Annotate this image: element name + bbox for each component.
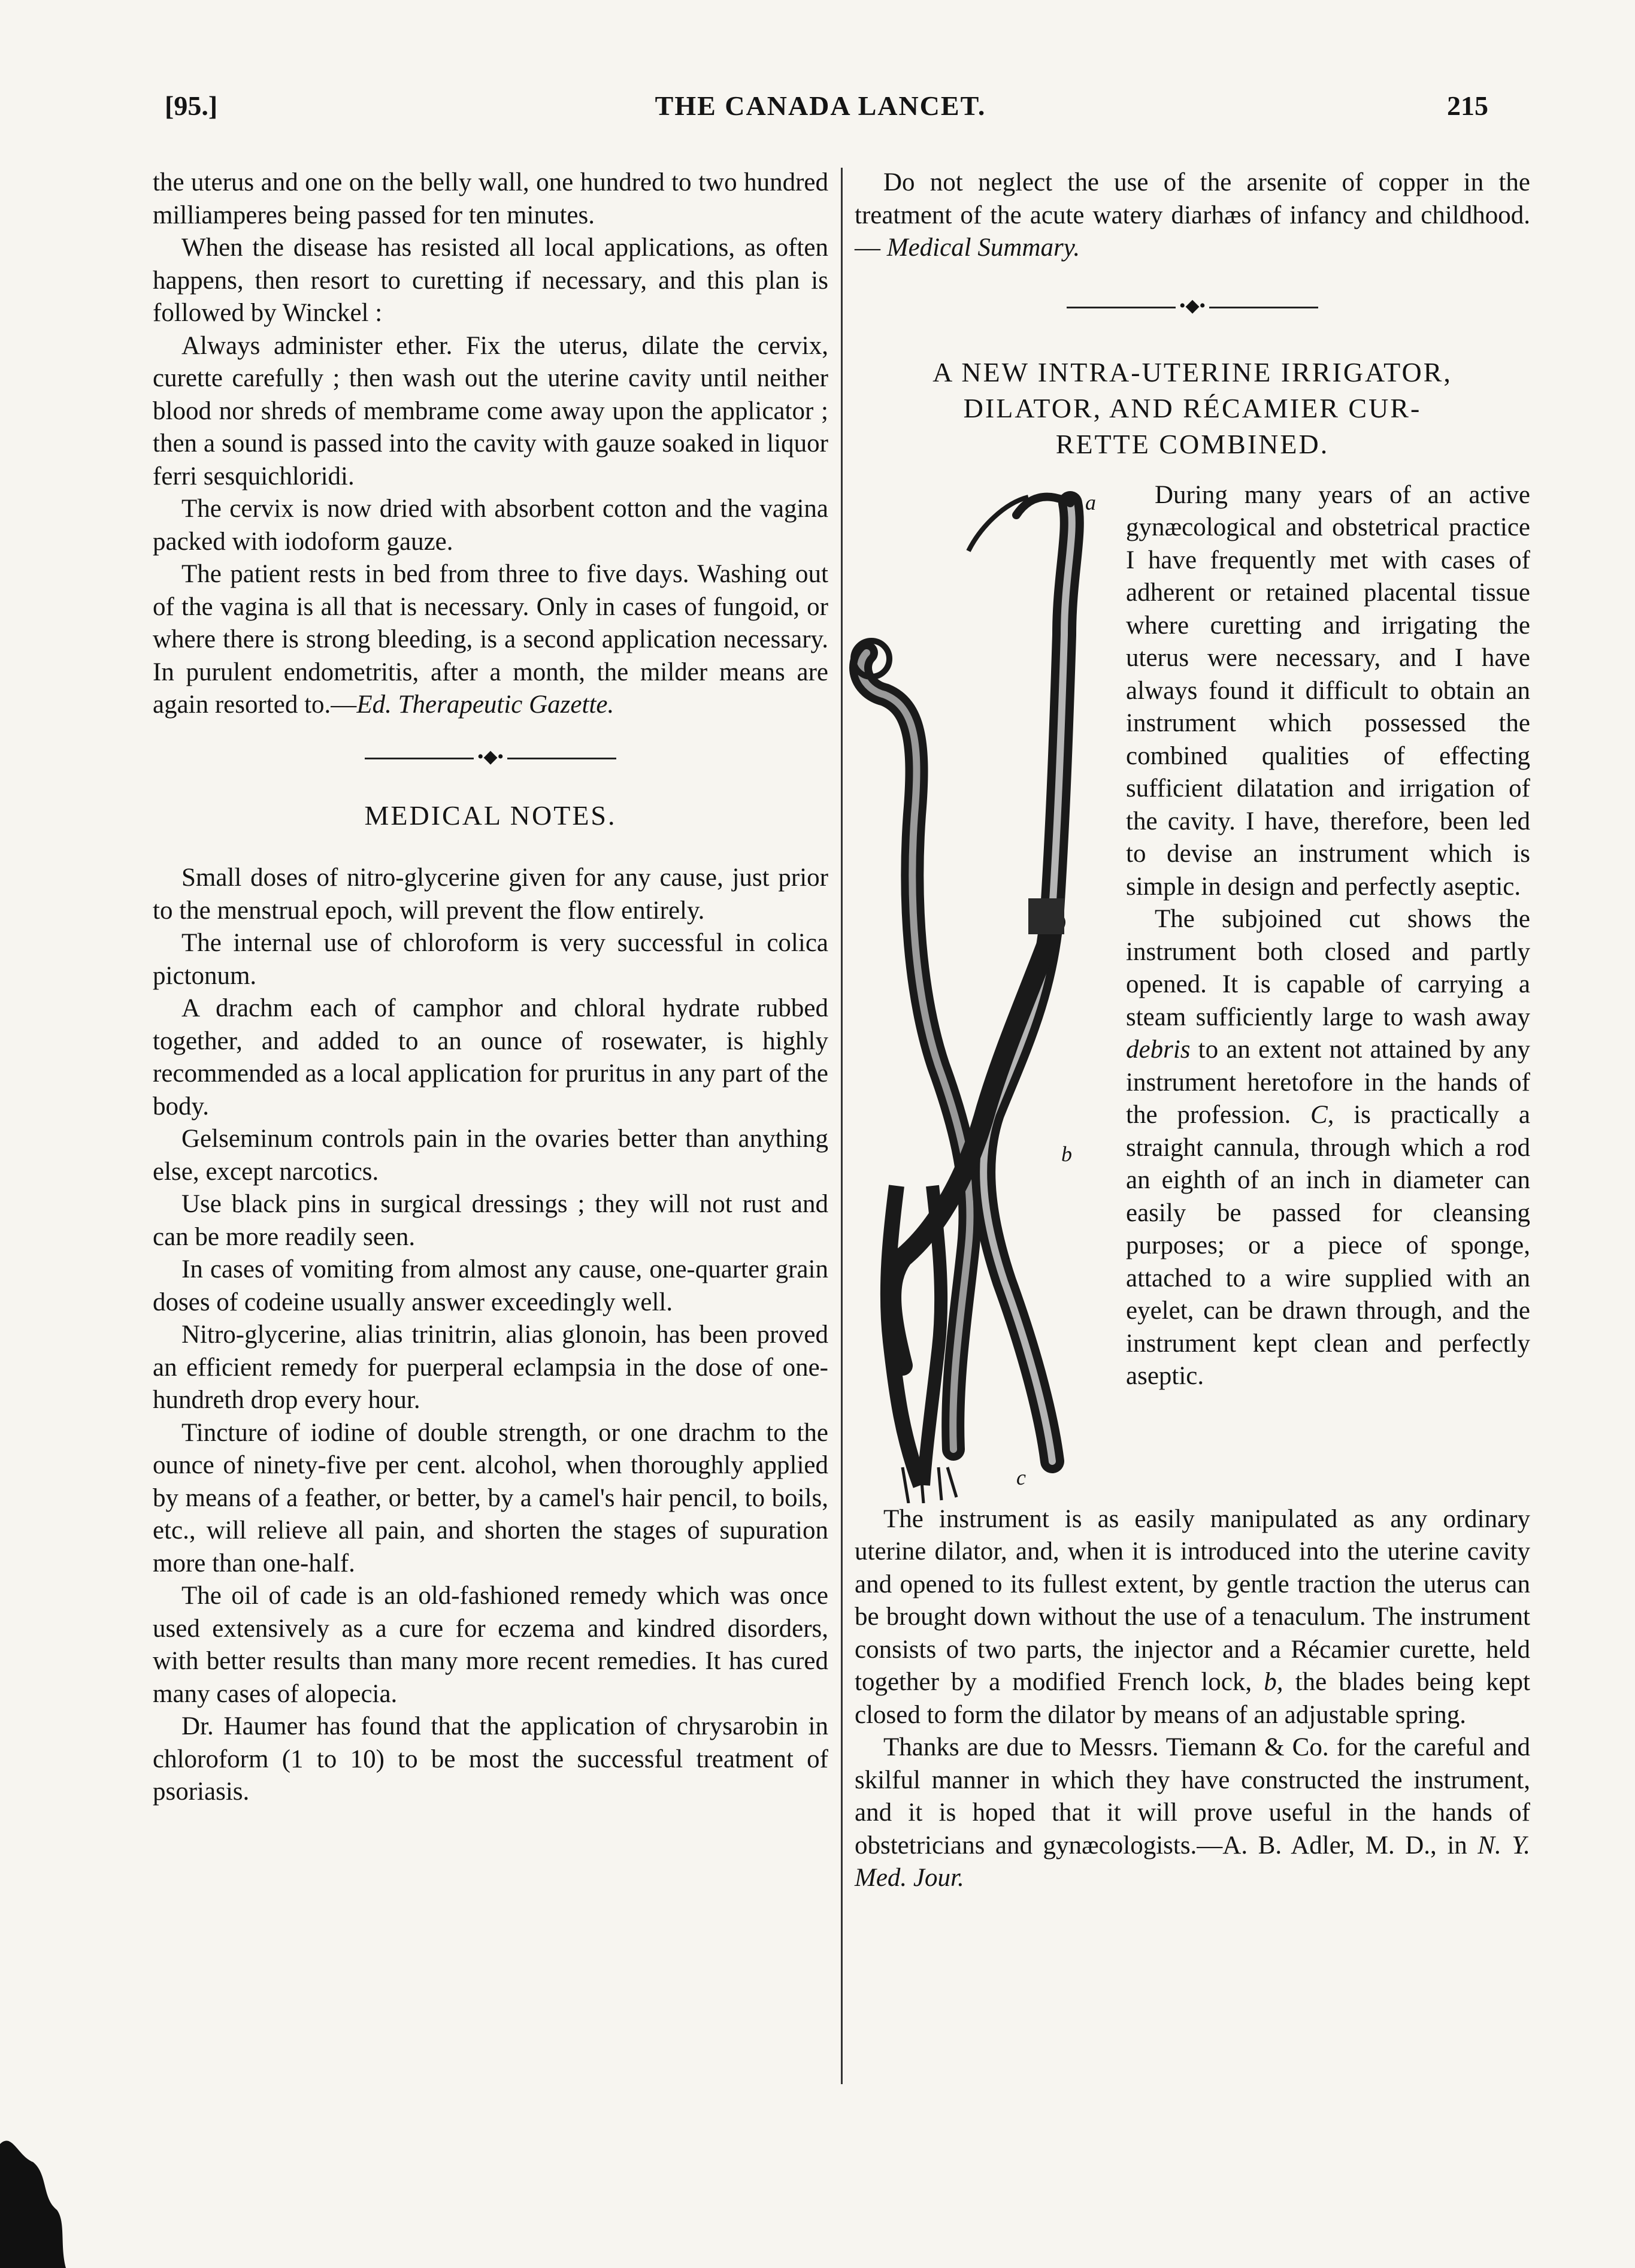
section-separator xyxy=(855,265,1530,355)
source-citation: N. Y. Med. Jour. xyxy=(855,1831,1530,1892)
article-title-line: DILATOR, AND RÉCAMIER CUR- xyxy=(963,392,1422,423)
instrument-illustration xyxy=(849,479,1121,1503)
figure-label-b: b xyxy=(1061,1141,1072,1166)
paragraph-text: to an extent not attained by any instrument heretofore in the hands of the profession. xyxy=(1126,1035,1530,1129)
paragraph-text: Thanks are due to Messrs. Tiemann & Co. for the careful and skilful manner in which they have constructed the instrument, and it is hoped that it will prove useful in the hands of obstetricians and gynæcologists.—A. B. Adler, M. D., in xyxy=(855,1733,1530,1860)
paragraph-text: The instrument is as easily manipulated as any ordinary uterine dilator, and, when it is introduced into the uterine cavity and opened to its fullest extent, by gentle traction the uterus can be brought down without the use of a tenaculum. The instrument consists of two parts, the injector and a Récamier curette, held together by a modified French lock, xyxy=(855,1504,1530,1696)
running-header xyxy=(153,90,1488,138)
issue-number: [95.] xyxy=(165,90,218,121)
paragraph xyxy=(855,166,1530,265)
note: Use black pins in surgical dressings ; they will not rust and can be more readily seen. xyxy=(153,1190,828,1251)
article-title-line: A NEW INTRA-UTERINE IRRIGATOR, xyxy=(932,356,1452,387)
note: The oil of cade is an old-fashioned remedy which was once used extensively as a cure for eczema and kindred disorders, with better results than many more recent remedies. It has cured many cases of alopecia. xyxy=(153,1582,828,1708)
article-paragraph xyxy=(855,1731,1530,1895)
instrument-figure xyxy=(849,479,1121,1503)
figure-label-a: a xyxy=(1085,490,1096,514)
paragraph-text: the blades being kept closed to form the dilator by means of an adjustable spring. xyxy=(855,1668,1531,1729)
column-divider xyxy=(841,168,843,2084)
journal-title: THE CANADA LANCET. xyxy=(655,90,986,121)
source-citation: Medical Summary. xyxy=(886,234,1080,262)
right-column xyxy=(855,166,1530,1895)
paragraph-text: The patient rests in bed from three to five days. Washing out of the vagina is all that is necessary. Only in cases of fungoid, or where there is strong bleeding, is a second application necessary. In purulent endometritis, after a month, the milder means are again resorted to.— xyxy=(153,560,828,719)
note: A drachm each of camphor and chloral hydrate rubbed together, and added to an ounce of rosewater, is highly recommended as a local application for pruritus in any part of the body. xyxy=(153,994,828,1121)
article-title-line: RETTE COMBINED. xyxy=(1055,428,1330,459)
paragraph-text: The subjoined cut shows the instrument both closed and partly opened. It is capable of carrying a steam sufficiently large to wash away xyxy=(1126,905,1530,1031)
section-title: MEDICAL NOTES. xyxy=(364,800,617,831)
source-citation: Ed. Therapeutic Gazette. xyxy=(356,691,614,719)
article-title xyxy=(855,355,1530,462)
paragraph: the uterus and one on the belly wall, one hundred to two hundred milliamperes being passed for ten minutes. xyxy=(153,168,828,229)
italic-term: b, xyxy=(1264,1668,1283,1696)
paragraph: When the disease has resisted all local applications, as often happens, then resort to curetting if necessary, and this plan is followed by Winckel : xyxy=(153,234,828,327)
paragraph: The cervix is now dried with absorbent cotton and the vagina packed with iodoform gauze. xyxy=(153,495,828,556)
note: Small doses of nitro-glycerine given for any cause, just prior to the menstrual epoch, will prevent the flow entirely. xyxy=(153,864,828,925)
separator-ornament: •◆• xyxy=(474,748,507,766)
paragraph xyxy=(153,558,828,722)
margin-stain xyxy=(0,2108,66,2268)
italic-term: debris xyxy=(1126,1035,1191,1064)
note: The internal use of chloroform is very successful in colica pictonum. xyxy=(153,929,828,990)
note: Nitro-glycerine, alias trinitrin, alias glonoin, has been proved an efficient remedy for puerperal eclampsia in the dose of one-hundreth drop every hour. xyxy=(153,1321,828,1414)
note: Dr. Haumer has found that the application of chrysarobin in chloroform (1 to 10) to be most the successful treatment of psoriasis. xyxy=(153,1712,828,1806)
separator-ornament: •◆• xyxy=(1176,297,1209,315)
note: Gelseminum controls pain in the ovaries better than anything else, except narcotics. xyxy=(153,1125,828,1186)
paragraph: Always administer ether. Fix the uterus, dilate the cervix, curette carefully ; then wash out the uterine cavity until neither blood nor shreds of membrame come away upon the applicator ; then a sound is passed into the cavity with gauze soaked in liquor ferri sesquichloridi. xyxy=(153,331,828,490)
article-paragraph: During many years of an active gynæcological and obstetrical practice I have frequently met with cases of adherent or retained placental tissue where curetting and irrigating the uterus were necessary, and I have always found it difficult to obtain an instrument which possessed the combined qualities of effecting sufficient dilatation and irrigation of the cavity. I have, therefore, been led to devise an instrument which is simple in design and perfectly aseptic. xyxy=(1126,480,1530,901)
page-number: 215 xyxy=(1447,90,1488,121)
left-column xyxy=(153,166,828,1809)
section-separator xyxy=(153,722,828,800)
note: In cases of vomiting from almost any cause, one-quarter grain doses of codeine usually answer exceedingly well. xyxy=(153,1255,828,1316)
note: Tincture of iodine of double strength, or one drachm to the ounce of ninety-five per cent. alcohol, when thoroughly applied by means of a feather, or better, by a camel's hair pencil, to boils, etc., will relieve all pain, and shorten the stages of supuration more than one-half. xyxy=(153,1418,828,1577)
paragraph-text: is practically a straight cannula, through which a rod an eighth of an inch in diameter can easily be passed for cleansing purposes; or a piece of sponge, attached to a wire supplied with an eyelet, can be drawn through, and the instrument kept clean and perfectly aseptic. xyxy=(1126,1101,1531,1390)
figure-label-c: c xyxy=(1016,1465,1026,1489)
article-paragraph xyxy=(855,1503,1530,1732)
paragraph-text: Do not neglect the use of the arsenite of copper in the treatment of the acute watery diarhæs of infancy and childhood. — xyxy=(855,168,1530,262)
italic-term: C, xyxy=(1310,1101,1334,1129)
